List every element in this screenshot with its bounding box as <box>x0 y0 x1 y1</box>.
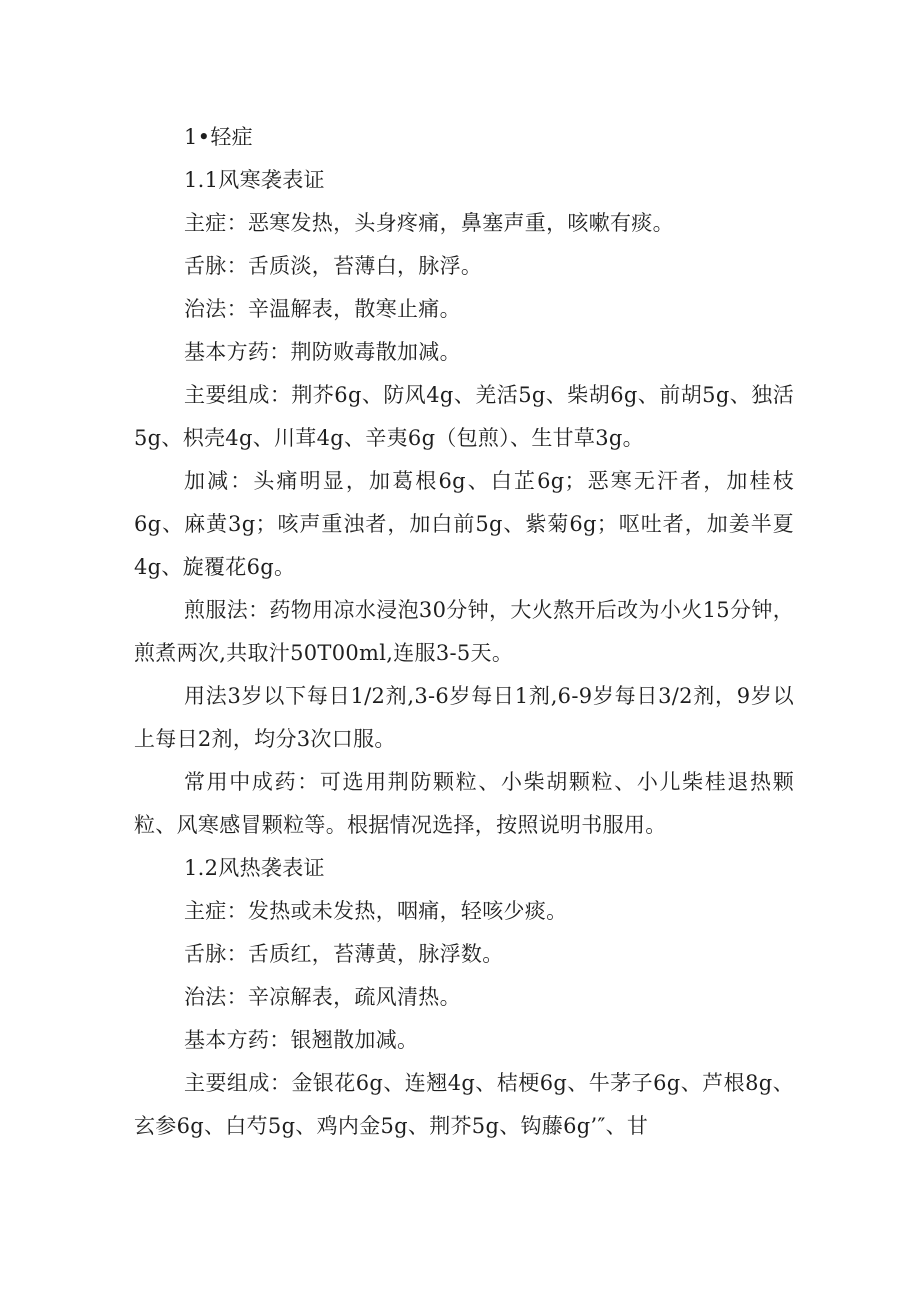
heading-mild-symptoms: 1•轻症 <box>184 125 253 149</box>
paragraph-basic-formula-2: 基本方药：银翘散加减。 <box>184 1028 419 1052</box>
heading-wind-heat: 1.2风热袭表证 <box>184 856 325 880</box>
heading-wind-cold: 1.1风寒袭表证 <box>184 168 325 192</box>
paragraph-dosage: 用法3岁以下每日1/2剂,3-6岁每日1剂,6-9岁每日3/2剂，9岁以上每日2剂，均分3次口服。 <box>134 684 794 751</box>
paragraph-patent-medicines: 常用中成药：可选用荆防颗粒、小柴胡颗粒、小儿柴桂退热颗粒、风寒感冒颗粒等。根据情况选择，按照说明书服用。 <box>134 770 794 837</box>
paragraph-treatment-2: 治法：辛凉解表，疏风清热。 <box>184 985 461 1009</box>
paragraph-basic-formula-1: 基本方药：荆防败毒散加减。 <box>184 340 461 364</box>
paragraph-composition-2: 主要组成：金银花6g、连翘4g、桔梗6g、牛茅子6g、芦根8g、玄参6g、白芍5g、鸡内金5g、荆芥5g、钩藤6g’″、甘 <box>134 1071 794 1138</box>
paragraph-decoction-method: 煎服法：药物用凉水浸泡30分钟，大火熬开后改为小火15分钟，煎煮两次,共取汁50T00ml,连服3-5天。 <box>134 598 794 665</box>
paragraph-tongue-pulse-2: 舌脉：舌质红，苔薄黄，脉浮数。 <box>184 942 504 966</box>
paragraph-main-symptoms-2: 主症：发热或未发热，咽痛，轻咳少痰。 <box>184 899 568 923</box>
paragraph-main-symptoms-1: 主症：恶寒发热，头身疼痛，鼻塞声重，咳嗽有痰。 <box>184 211 674 235</box>
paragraph-tongue-pulse-1: 舌脉：舌质淡，苔薄白，脉浮。 <box>184 254 483 278</box>
paragraph-treatment-1: 治法：辛温解表，散寒止痛。 <box>184 297 461 321</box>
document-body <box>134 116 794 1148</box>
paragraph-composition-1: 主要组成：荆芥6g、防风4g、羌活5g、柴胡6g、前胡5g、独活5g、枳壳4g、川茸4g、辛夷6g（包煎）、生甘草3g。 <box>134 383 794 450</box>
paragraph-modifications-1: 加减：头痛明显，加葛根6g、白芷6g；恶寒无汗者，加桂枝6g、麻黄3g；咳声重浊者，加白前5g、紫菊6g；呕吐者，加姜半夏4g、旋覆花6g。 <box>134 469 794 579</box>
